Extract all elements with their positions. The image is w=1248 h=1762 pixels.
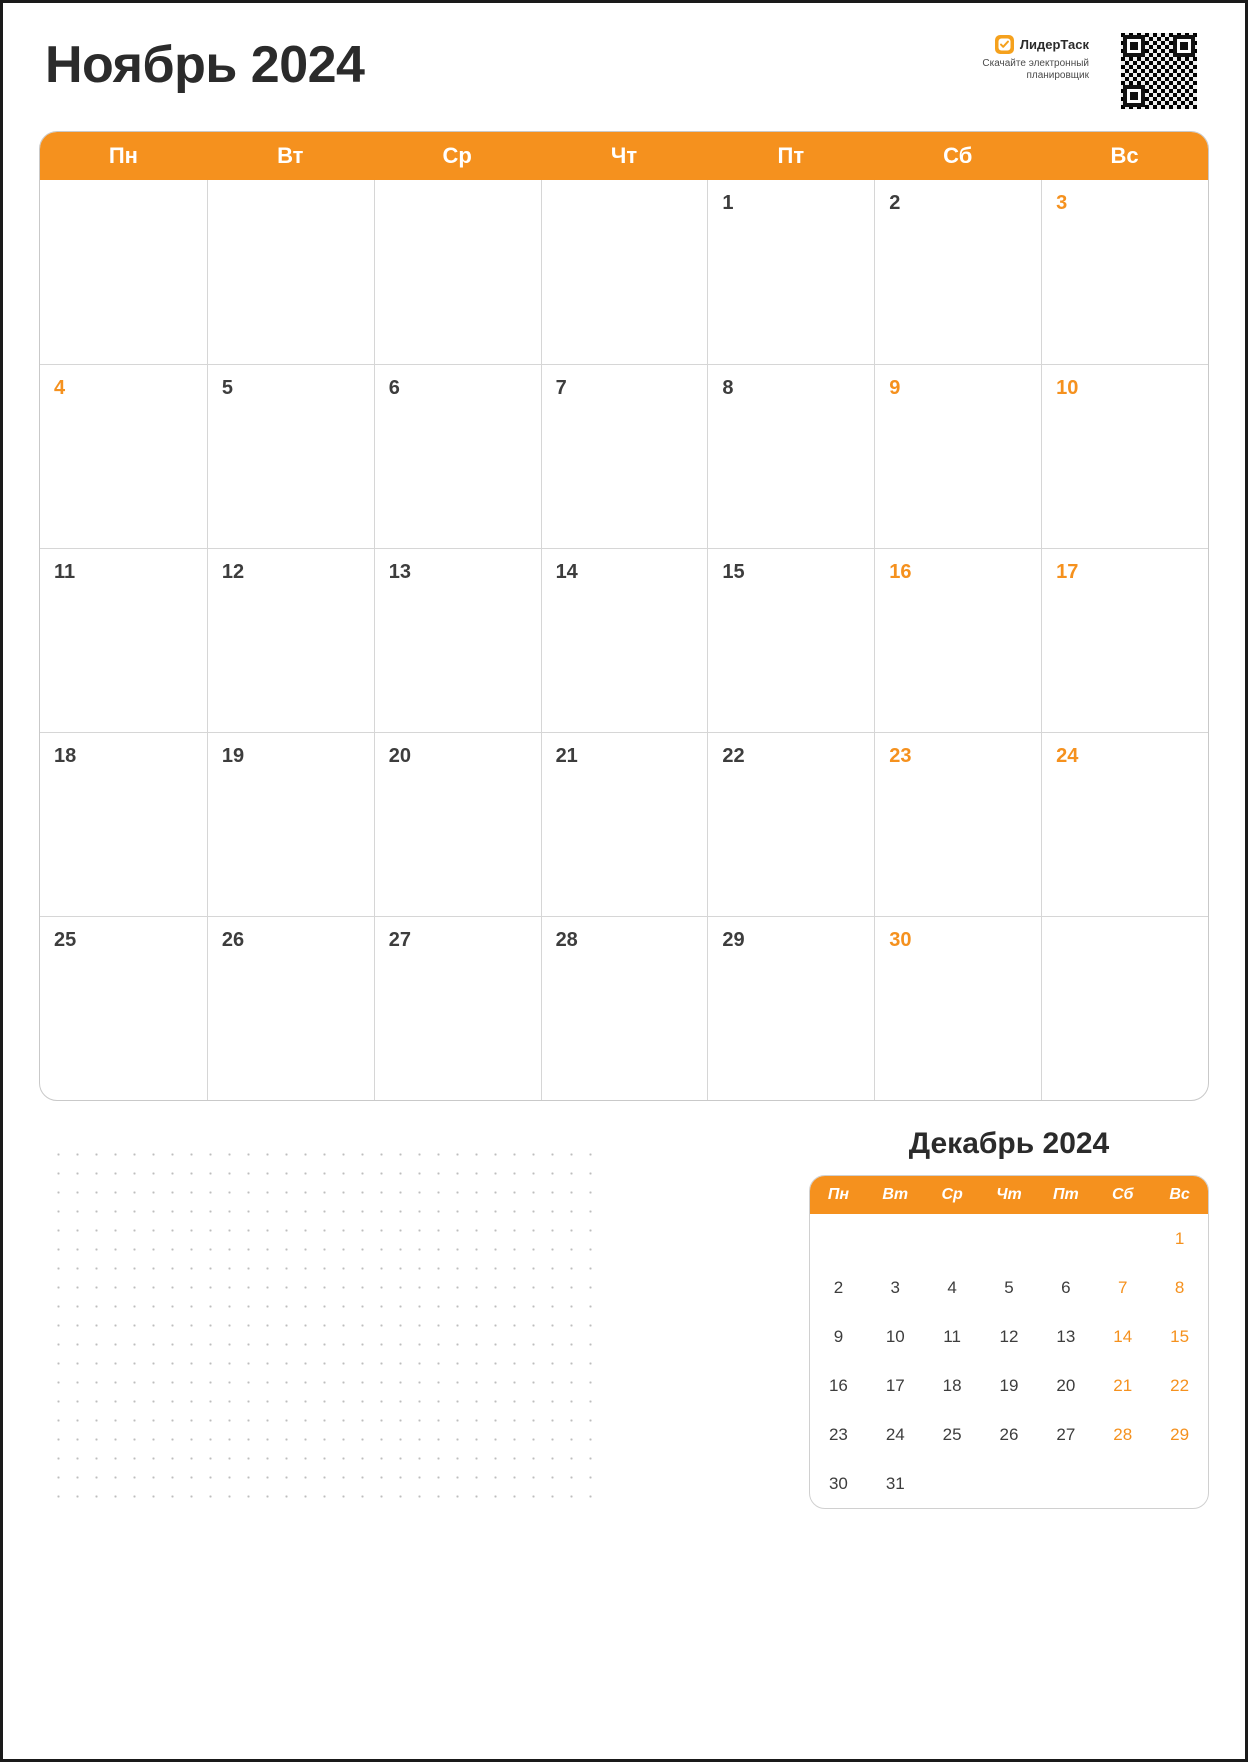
day-cell[interactable] [874,180,1041,364]
brand-tagline: Скачайте электронный планировщик [982,58,1089,81]
mini-day-cell[interactable]: 22 [1170,1375,1190,1395]
mini-day-cell[interactable]: 29 [1170,1424,1190,1444]
brand-name: ЛидерТаск [1019,37,1089,52]
day-cell[interactable] [874,549,1041,732]
day-cell[interactable] [874,365,1041,548]
day-number: 19 [221,745,245,767]
weekday-header-row [40,132,1208,180]
weekday-header: Пн [108,143,138,168]
brand-block [943,35,1089,82]
day-number: 4 [54,377,66,399]
mini-week-row [810,1263,1208,1312]
day-cell[interactable] [707,365,874,548]
mini-day-cell[interactable]: 12 [999,1326,1019,1346]
day-number: 22 [722,745,745,767]
day-number: 29 [722,929,745,951]
mini-week-row [810,1361,1208,1410]
mini-day-cell[interactable]: 6 [1061,1277,1071,1297]
mini-day-cell[interactable]: 8 [1174,1277,1185,1297]
mini-day-cell[interactable]: 31 [885,1473,905,1493]
day-number: 27 [388,929,411,951]
mini-day-cell[interactable]: 14 [1113,1326,1133,1346]
mini-day-cell[interactable]: 19 [999,1375,1019,1395]
mini-day-cell[interactable]: 24 [885,1424,905,1444]
weekday-header: Пт [777,143,805,168]
day-cell[interactable] [207,733,374,916]
day-cell[interactable] [1041,917,1208,1100]
day-number: 24 [1056,745,1079,767]
day-number: 30 [889,929,912,951]
day-cell[interactable] [707,180,874,364]
day-cell[interactable] [707,917,874,1100]
dotted-notes-area[interactable] [45,1141,605,1513]
day-cell[interactable] [374,733,541,916]
day-number: 20 [388,745,411,767]
day-number: 21 [555,745,578,767]
day-cell[interactable] [374,365,541,548]
mini-calendar [809,1175,1209,1509]
weekday-header: Сб [943,143,973,168]
mini-day-cell[interactable]: 5 [1004,1277,1014,1297]
mini-weekday-header: Пн [827,1186,849,1203]
day-number: 10 [1056,377,1079,399]
mini-day-cell[interactable]: 27 [1056,1424,1076,1444]
day-cell[interactable] [40,917,207,1100]
day-number: 17 [1056,561,1079,583]
mini-day-cell[interactable]: 16 [828,1375,848,1395]
mini-weekday-header: Сб [1111,1186,1134,1203]
day-cell[interactable] [207,549,374,732]
mini-day-cell[interactable]: 11 [943,1326,961,1346]
day-cell[interactable] [707,549,874,732]
mini-day-cell[interactable]: 7 [1117,1277,1128,1297]
day-cell[interactable] [207,180,374,364]
day-cell[interactable] [541,917,708,1100]
mini-day-cell[interactable]: 25 [942,1424,962,1444]
day-number: 14 [555,561,578,583]
mini-weekday-header: Вс [1169,1186,1190,1203]
day-number: 2 [889,192,901,214]
mini-day-cell[interactable]: 13 [1056,1326,1076,1346]
day-number: 15 [722,561,745,583]
mini-day-cell[interactable]: 1 [1174,1228,1185,1248]
day-cell[interactable] [40,549,207,732]
day-number: 23 [889,745,912,767]
day-cell[interactable] [207,917,374,1100]
page-title: Ноябрь 2024 [45,36,365,94]
qr-code-icon[interactable] [1119,31,1199,111]
day-cell[interactable] [541,180,708,364]
day-cell[interactable] [40,733,207,916]
mini-day-cell[interactable]: 23 [828,1424,848,1444]
day-number: 25 [54,929,77,951]
day-number: 16 [889,561,912,583]
calendar-week-row [40,364,1208,548]
checkbox-icon [995,35,1014,54]
day-cell[interactable] [1041,733,1208,916]
day-cell[interactable] [541,733,708,916]
mini-week-row [810,1214,1208,1263]
mini-weekday-header: Ср [941,1186,963,1203]
day-cell[interactable] [374,180,541,364]
mini-day-cell[interactable]: 4 [947,1277,957,1297]
weekday-header: Ср [442,143,472,168]
mini-weekday-header: Вт [882,1186,909,1203]
mini-day-cell[interactable]: 20 [1056,1375,1076,1395]
day-number: 28 [555,929,578,951]
day-cell[interactable] [1041,365,1208,548]
calendar-weeks [40,180,1208,1100]
mini-day-cell[interactable]: 2 [833,1277,844,1297]
weekday-header: Вс [1110,143,1139,168]
calendar-week-row [40,548,1208,732]
mini-day-cell[interactable]: 10 [885,1326,905,1346]
mini-day-cell[interactable]: 26 [999,1424,1019,1444]
day-cell[interactable] [374,549,541,732]
calendar-week-row [40,732,1208,916]
mini-day-cell[interactable]: 21 [1113,1375,1133,1395]
mini-day-cell[interactable]: 9 [833,1326,844,1346]
weekday-header: Вт [277,143,304,168]
day-cell[interactable] [874,917,1041,1100]
mini-day-cell[interactable]: 18 [942,1375,962,1395]
mini-weekday-header: Чт [996,1186,1022,1203]
mini-day-cell[interactable]: 30 [828,1473,848,1493]
day-number: 26 [221,929,245,951]
weekday-header: Чт [610,143,638,168]
day-number: 7 [555,377,567,399]
day-cell[interactable] [1041,180,1208,364]
calendar-week-row [40,180,1208,364]
mini-week-row [810,1459,1208,1508]
day-number: 1 [722,192,734,214]
mini-day-cell[interactable]: 28 [1113,1424,1133,1444]
mini-week-row [810,1410,1208,1459]
day-cell[interactable] [40,365,207,548]
day-number: 13 [388,561,411,583]
day-cell[interactable] [541,549,708,732]
day-number: 6 [388,377,400,399]
day-cell[interactable] [1041,549,1208,732]
day-number: 12 [221,561,245,583]
mini-weekday-header-row [810,1176,1208,1214]
day-cell[interactable] [207,365,374,548]
mini-day-cell[interactable]: 15 [1170,1326,1190,1346]
bottom-section [39,1127,1209,1527]
day-number: 11 [54,561,76,583]
mini-weekday-header: Пт [1052,1186,1079,1203]
day-number: 9 [889,377,901,399]
day-number: 3 [1056,192,1068,214]
calendar-week-row [40,916,1208,1100]
mini-week-row [810,1312,1208,1361]
day-cell[interactable] [874,733,1041,916]
day-cell[interactable] [541,365,708,548]
day-cell[interactable] [40,180,207,364]
main-calendar [39,131,1209,1101]
page-header [39,21,1209,131]
mini-calendar-title: Декабрь 2024 [908,1127,1110,1160]
day-number: 8 [722,377,734,399]
day-cell[interactable] [374,917,541,1100]
day-number: 18 [54,745,77,767]
mini-day-cell[interactable]: 3 [890,1277,900,1297]
mini-day-cell[interactable]: 17 [885,1375,905,1395]
mini-calendar-block [809,1127,1209,1509]
day-number: 5 [221,377,233,399]
day-cell[interactable] [707,733,874,916]
